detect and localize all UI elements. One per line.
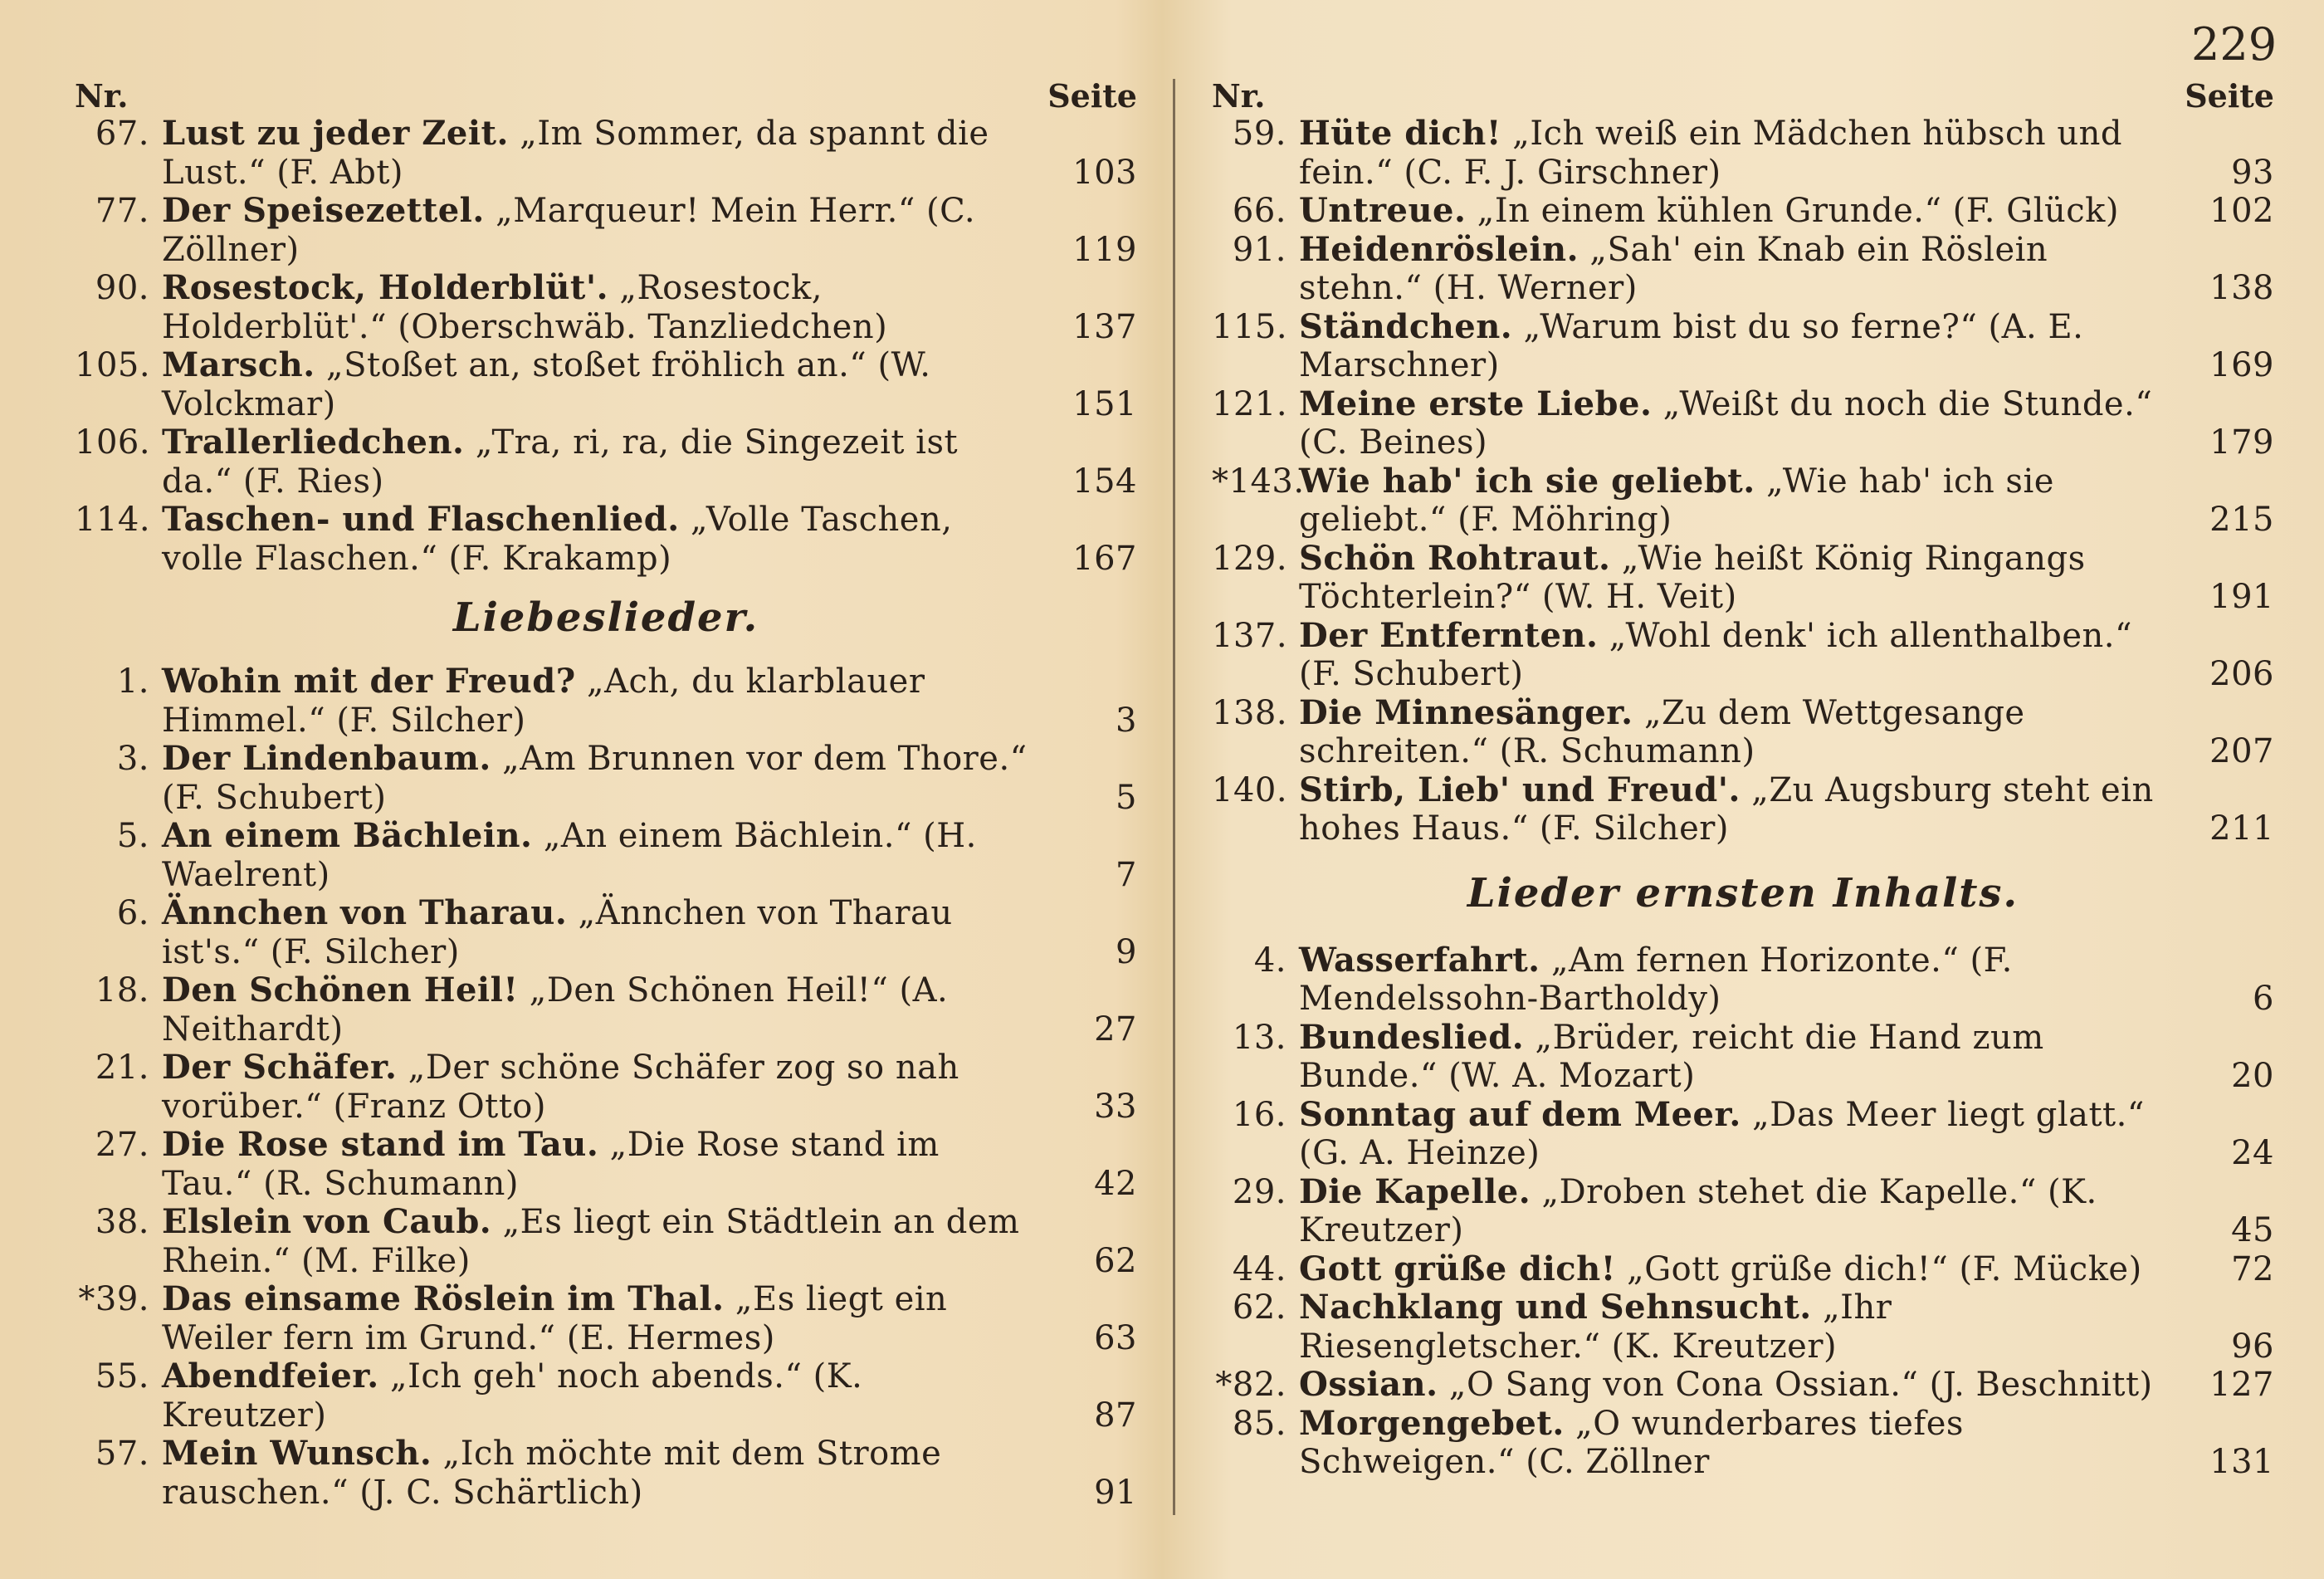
- entry-number: 90.: [95, 269, 149, 307]
- entry-number: 55.: [95, 1357, 149, 1396]
- left-column-header: [75, 75, 1137, 115]
- entry-number: 91.: [1232, 230, 1286, 269]
- entry-incipit: „O Sang von Cona Ossian.“ (J. Beschnitt): [1448, 1366, 2153, 1404]
- entry-title: Die Minnesänger.: [1299, 692, 1633, 732]
- toc-entry: [1212, 1250, 2274, 1289]
- toc-entry: [75, 1435, 1137, 1512]
- entry-number: 5.: [116, 817, 149, 855]
- entry-title: Rosestock, Holderblüt'.: [162, 268, 609, 307]
- entry-title: Der Lindenbaum.: [162, 739, 491, 778]
- entry-incipit: „Ich weiß ein Mädchen hübsch und fein.“ (C. F. J. Girschner): [1299, 115, 2122, 192]
- entry-page-number: 154: [1072, 462, 1137, 501]
- entry-incipit: „Die Rose stand im Tau.“ (R. Schumann): [162, 1126, 940, 1203]
- entry-page-number: 72: [2231, 1249, 2274, 1288]
- entry-title: Nachklang und Sehnsucht.: [1299, 1288, 1812, 1327]
- entry-page-number: 7: [1116, 855, 1137, 894]
- entry-title: Untreue.: [1299, 191, 1467, 230]
- entry-title: Das einsame Röslein im Thal.: [162, 1279, 725, 1318]
- entry-incipit: „Ich geh' noch abends.“ (K. Kreutzer): [162, 1357, 863, 1435]
- entry-incipit: „Gott grüße dich!“ (F. Mücke): [1627, 1249, 2142, 1288]
- entry-page-number: 127: [2209, 1366, 2274, 1404]
- entry-number: 121.: [1212, 384, 1288, 423]
- entry-page-number: 191: [2209, 578, 2274, 616]
- toc-entry: [75, 346, 1137, 423]
- entry-page-number: 63: [1094, 1318, 1137, 1357]
- entry-incipit: „Ihr Riesengletscher.“ (K. Kreutzer): [1299, 1288, 1892, 1366]
- entry-number: *143.: [1212, 462, 1305, 501]
- toc-entry: [1212, 115, 2274, 192]
- right-entries-top: [1212, 115, 2274, 848]
- nr-header: Nr.: [1212, 77, 1266, 115]
- entry-title: Lust zu jeder Zeit.: [162, 114, 509, 153]
- entry-page-number: 211: [2209, 809, 2274, 848]
- left-column: [75, 75, 1137, 1512]
- entry-title: Sonntag auf dem Meer.: [1299, 1094, 1741, 1134]
- toc-entry: [75, 1203, 1137, 1280]
- entry-page-number: 207: [2209, 732, 2274, 770]
- toc-entry: [75, 1280, 1137, 1357]
- entry-number: 66.: [1232, 192, 1286, 230]
- toc-entry: [1212, 1366, 2274, 1405]
- entry-page-number: 169: [2209, 346, 2274, 384]
- entry-number: 13.: [1232, 1018, 1286, 1057]
- toc-entry: [1212, 462, 2274, 540]
- toc-entry: [1212, 385, 2274, 462]
- left-entries-bottom: [75, 662, 1137, 1512]
- entry-page-number: 33: [1094, 1087, 1137, 1126]
- entry-title: Wasserfahrt.: [1299, 940, 1540, 980]
- entry-page-number: 167: [1072, 539, 1137, 578]
- entry-title: Der Entfernten.: [1299, 615, 1599, 655]
- entry-incipit: „Am fernen Horizonte.“ (F. Mendelssohn-Bartholdy): [1299, 941, 2013, 1018]
- entry-page-number: 179: [2209, 423, 2274, 462]
- entry-page-number: 131: [2209, 1443, 2274, 1481]
- entry-number: 67.: [95, 115, 149, 153]
- entry-page-number: 87: [1094, 1396, 1137, 1435]
- entry-number: 3.: [116, 740, 149, 778]
- entry-incipit: „Ach, du klarblauer Himmel.“ (F. Silcher): [162, 662, 925, 740]
- toc-entry: [1212, 771, 2274, 848]
- toc-entry: [75, 423, 1137, 501]
- entry-number: *82.: [1215, 1366, 1286, 1404]
- toc-entry: [75, 817, 1137, 894]
- entry-page-number: 3: [1116, 701, 1137, 740]
- toc-entry: [75, 501, 1137, 578]
- entry-page-number: 151: [1072, 384, 1137, 423]
- entry-number: 140.: [1212, 770, 1288, 809]
- entry-title: Stirb, Lieb' und Freud'.: [1299, 770, 1741, 809]
- entry-page-number: 119: [1072, 230, 1137, 269]
- entry-incipit: „Zu dem Wettgesange schreiten.“ (R. Schumann): [1299, 693, 2025, 770]
- entry-title: Taschen- und Flaschenlied.: [162, 500, 680, 539]
- toc-entry: [1212, 694, 2274, 771]
- entry-title: Meine erste Liebe.: [1299, 384, 1653, 423]
- entry-title: Die Kapelle.: [1299, 1171, 1531, 1211]
- entry-incipit: „Stoßet an, stoßet fröhlich an.“ (W. Volckmar): [162, 346, 931, 423]
- entry-number: *39.: [78, 1280, 149, 1318]
- entry-title: Der Schäfer.: [162, 1048, 398, 1087]
- entry-number: 114.: [75, 501, 151, 539]
- toc-entry: [75, 1126, 1137, 1203]
- toc-entry: [1212, 1096, 2274, 1173]
- entry-page-number: 96: [2231, 1327, 2274, 1366]
- entry-incipit: „Warum bist du so ferne?“ (A. E. Marschner): [1299, 307, 2084, 384]
- entry-number: 62.: [1232, 1288, 1286, 1327]
- entry-title: Trallerliedchen.: [162, 423, 465, 462]
- entry-page-number: 215: [2209, 501, 2274, 539]
- entry-number: 1.: [116, 662, 149, 701]
- entry-incipit: „Tra, ri, ra, die Singezeit ist da.“ (F. Ries): [162, 423, 959, 501]
- section-heading-lieder-ernsten-inhalts: Lieder ernsten Inhalts.: [1467, 869, 2019, 917]
- toc-entry: [1212, 941, 2274, 1019]
- right-column: [1212, 75, 2274, 1482]
- entry-title: Den Schönen Heil!: [162, 970, 519, 1009]
- toc-entry: [75, 1357, 1137, 1435]
- entry-title: Wie hab' ich sie geliebt.: [1299, 461, 1755, 501]
- entry-number: 137.: [1212, 616, 1288, 655]
- entry-page-number: 138: [2209, 269, 2274, 307]
- entry-page-number: 62: [1094, 1241, 1137, 1280]
- entry-page-number: 27: [1094, 1009, 1137, 1049]
- entry-incipit: „Ich möchte mit dem Strome rauschen.“ (J. C. Schärtlich): [162, 1435, 942, 1512]
- entry-page-number: 42: [1094, 1164, 1137, 1203]
- entry-title: Heidenröslein.: [1299, 229, 1579, 269]
- toc-entry: [75, 894, 1137, 971]
- right-entries-bottom: [1212, 941, 2274, 1482]
- entry-incipit: „Der schöne Schäfer zog so nah vorüber.“ (Franz Otto): [162, 1049, 959, 1126]
- entry-page-number: 45: [2231, 1211, 2274, 1249]
- toc-entry: [1212, 1173, 2274, 1250]
- entry-incipit: „Den Schönen Heil!“ (A. Neithardt): [162, 971, 949, 1049]
- entry-title: Ännchen von Tharau.: [162, 893, 568, 932]
- nr-header: Nr.: [75, 77, 129, 115]
- entry-title: Marsch.: [162, 345, 315, 384]
- entry-page-number: 103: [1072, 153, 1137, 192]
- entry-title: Ständchen.: [1299, 306, 1513, 346]
- entry-number: 115.: [1212, 307, 1288, 346]
- section-heading-liebeslieder: Liebeslieder.: [452, 594, 759, 641]
- entry-incipit: „An einem Bächlein.“ (H. Waelrent): [162, 817, 977, 894]
- toc-entry: [75, 115, 1137, 192]
- entry-incipit: „Marqueur! Mein Herr.“ (C. Zöllner): [162, 192, 976, 269]
- entry-incipit: „Rosestock, Holderblüt'.“ (Oberschwäb. Tanzliedchen): [162, 269, 888, 346]
- toc-entry: [75, 662, 1137, 740]
- entry-incipit: „Das Meer liegt glatt.“ (G. A. Heinze): [1299, 1095, 2145, 1172]
- entry-title: Wohin mit der Freud?: [162, 662, 576, 701]
- entry-page-number: 20: [2231, 1057, 2274, 1095]
- entry-number: 18.: [95, 971, 149, 1009]
- toc-entry: [1212, 231, 2274, 308]
- entry-incipit: „Es liegt ein Städtlein an dem Rhein.“ (M. Filke): [162, 1203, 1020, 1280]
- entry-title: Mein Wunsch.: [162, 1434, 432, 1473]
- entry-number: 85.: [1232, 1404, 1286, 1443]
- entry-number: 16.: [1232, 1095, 1286, 1134]
- toc-entry: [75, 971, 1137, 1049]
- entry-title: Hüte dich!: [1299, 114, 1501, 153]
- entry-incipit: „Wohl denk' ich allenthalben.“ (F. Schubert): [1299, 616, 2132, 693]
- entry-number: 138.: [1212, 693, 1288, 732]
- seite-header: Seite: [1047, 77, 1137, 115]
- toc-entry: [75, 192, 1137, 269]
- entry-incipit: „Ännchen von Tharau ist's.“ (F. Silcher): [162, 894, 953, 971]
- entry-incipit: „Wie heißt König Ringangs Töchterlein?“ (W. H. Veit): [1299, 539, 2086, 616]
- entry-page-number: 206: [2209, 655, 2274, 693]
- entry-number: 21.: [95, 1049, 149, 1087]
- toc-entry: [75, 1049, 1137, 1126]
- seite-header: Seite: [2185, 77, 2274, 115]
- entry-incipit: „Zu Augsburg steht ein hohes Haus.“ (F. Silcher): [1299, 770, 2154, 848]
- entry-page-number: 91: [1094, 1473, 1137, 1512]
- entry-title: Bundeslied.: [1299, 1017, 1525, 1057]
- toc-entry: [75, 740, 1137, 817]
- entry-incipit: „Droben stehet die Kapelle.“ (K. Kreutzer): [1299, 1172, 2097, 1249]
- entry-page-number: 102: [2209, 192, 2274, 230]
- toc-entry: [1212, 308, 2274, 385]
- entry-incipit: „O wunderbares tiefes Schweigen.“ (C. Zöllner: [1299, 1404, 1964, 1481]
- toc-entry: [1212, 1019, 2274, 1096]
- column-divider: [1173, 79, 1175, 1515]
- entry-number: 38.: [95, 1203, 149, 1241]
- entry-number: 129.: [1212, 539, 1288, 578]
- entry-number: 57.: [95, 1435, 149, 1473]
- toc-entry: [1212, 1405, 2274, 1482]
- entry-title: Gott grüße dich!: [1299, 1249, 1616, 1288]
- toc-entry: [1212, 192, 2274, 231]
- entry-incipit: „Sah' ein Knab ein Röslein stehn.“ (H. Werner): [1299, 230, 2048, 307]
- entry-incipit: „Am Brunnen vor dem Thore.“ (F. Schubert): [162, 740, 1028, 817]
- entry-title: Ossian.: [1299, 1365, 1438, 1404]
- toc-entry: [75, 269, 1137, 346]
- entry-number: 44.: [1232, 1249, 1286, 1288]
- entry-number: 106.: [75, 423, 151, 462]
- entry-page-number: 137: [1072, 307, 1137, 346]
- entry-page-number: 93: [2231, 153, 2274, 192]
- entry-page-number: 9: [1116, 932, 1137, 971]
- entry-number: 105.: [75, 346, 151, 384]
- entry-title: Abendfeier.: [162, 1357, 379, 1396]
- entry-number: 6.: [116, 894, 149, 932]
- left-entries-top: [75, 115, 1137, 578]
- toc-entry: [1212, 1288, 2274, 1366]
- entry-page-number: 6: [2253, 980, 2274, 1018]
- entry-incipit: „Im Sommer, da spannt die Lust.“ (F. Abt): [162, 115, 989, 192]
- toc-entry: [1212, 617, 2274, 694]
- entry-number: 4.: [1253, 941, 1286, 980]
- entry-title: Der Speisezettel.: [162, 191, 485, 230]
- entry-number: 27.: [95, 1126, 149, 1164]
- entry-number: 59.: [1232, 115, 1286, 153]
- entry-title: Die Rose stand im Tau.: [162, 1125, 599, 1164]
- entry-title: Schön Rohtraut.: [1299, 538, 1611, 578]
- entry-page-number: 5: [1116, 778, 1137, 817]
- entry-title: Morgengebet.: [1299, 1403, 1565, 1443]
- toc-entry: [1212, 540, 2274, 617]
- entry-incipit: „Weißt du noch die Stunde.“ (C. Beines): [1299, 384, 2153, 462]
- entry-number: 29.: [1232, 1172, 1286, 1211]
- entry-incipit: „Brüder, reicht die Hand zum Bunde.“ (W. A. Mozart): [1299, 1018, 2044, 1095]
- entry-title: Elslein von Caub.: [162, 1202, 492, 1241]
- entry-incipit: „Wie hab' ich sie geliebt.“ (F. Möhring): [1299, 462, 2054, 539]
- entry-incipit: „In einem kühlen Grunde.“ (F. Glück): [1477, 192, 2119, 230]
- entry-incipit: „Es liegt ein Weiler fern im Grund.“ (E. Hermes): [162, 1280, 948, 1357]
- entry-page-number: 24: [2231, 1134, 2274, 1172]
- entry-title: An einem Bächlein.: [162, 816, 533, 855]
- right-column-header: [1212, 75, 2274, 115]
- entry-number: 77.: [95, 192, 149, 230]
- page-number: 229: [2191, 18, 2278, 71]
- entry-incipit: „Volle Taschen, volle Flaschen.“ (F. Krakamp): [162, 501, 953, 578]
